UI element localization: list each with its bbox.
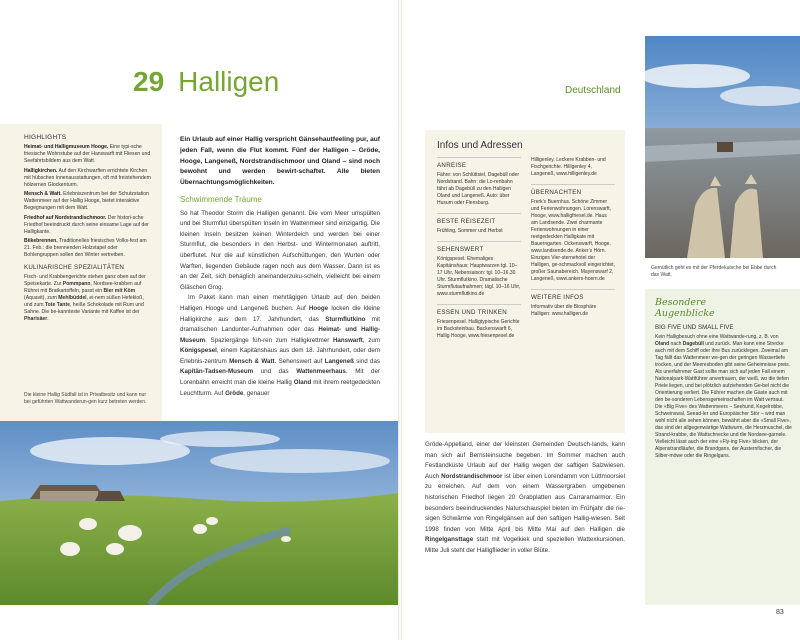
highlight-item xyxy=(24,168,152,189)
info-text: Frühling, Sommer und Herbst xyxy=(437,228,503,234)
highlights-box xyxy=(0,124,162,424)
special-moments-title xyxy=(655,297,792,319)
highlight-title: Friedhof auf Nordstrandischmoor. xyxy=(24,214,107,221)
info-text: Friesenpesel. Halligtypische Gerichte im Backsteinbau. Backenswarft 6, Hallig Hooge, www.friesenpesel.de xyxy=(437,319,520,339)
country-label: Deutschland xyxy=(565,85,621,96)
highlight-text: Eine typi-sche friesische Wohnstube auf der Hanswarft mit Fliesen und Seefahrtsbildern aus dem Watt. xyxy=(24,144,151,164)
highlight-item xyxy=(24,238,152,259)
chapter-heading xyxy=(133,66,279,98)
highlight-title: Mensch & Watt. xyxy=(24,191,62,197)
page-number: 83 xyxy=(776,609,784,616)
info-heading: ESSEN UND TRINKEN xyxy=(437,304,521,316)
highlight-item xyxy=(24,215,152,236)
info-column xyxy=(531,157,615,340)
info-heading: ÜBERNACHTEN xyxy=(531,184,615,196)
info-box xyxy=(425,130,625,433)
chapter-title: Halligen xyxy=(178,66,280,97)
specialties-heading: KULINARISCHE SPEZIALITÄTEN xyxy=(24,264,125,271)
highlight-item xyxy=(24,191,152,212)
photo-caption-left: Die kleine Hallig Südfall ist in Privatbesitz und kann nur bei geführten Wattwanderun-gen kurz betreten werden. xyxy=(24,392,147,405)
highlight-title: Biikebrennen. xyxy=(24,238,58,244)
body-paragraph: Im Paket kann man einen mehrtägigen Urlaub auf den beiden Halligen Hooge und Langeneß buchen. Auf Hooge locken die kleine Halligkirche aus dem 17. Jahrhundert, das Sturmflutkino mit dramatischen Landunter-Aufnahmen oder das Heimat- und Hallig-Museum. Spaziergänge füh-ren zum Halligkrettmer Hanswarft, zum Königspesel, einem Kapitänshaus aus dem 18. Jahrhundert, oder dem Erlebnis-zentrum Mensch & Watt. Sehenswert auf Langeneß sind das Kapitän-Tadsen-Museum und das Wattenmeerhaus. Mit der Lorenbahn erreicht man die kleine Hallig Oland mit ihrem reetgedeckten Leuchtturm. Auf Gröde, genauer xyxy=(180,294,380,397)
section-subheading: Schwimmende Träume xyxy=(180,194,262,204)
highlight-text: Der histori-sche Friedhof beeindruckt durch seine einsame Lage auf der Halligkante. xyxy=(24,214,149,235)
highlight-title: Halligkirchen. xyxy=(24,167,58,174)
main-text-left xyxy=(180,135,380,399)
info-text: Frerk’s Buernhus. Schöne Zimmer und Ferienwohnungen. Lorenswarft, Hooge, www.halligfriesel.de. Haus am Landsende. Zwei charmante Ferienwohnungen in einer reetgedeckten Halligkate mit Bauerngarten. Ockenswarft, Hooge, www.landsende.de. Anker’s Hörn. Einziges Vier-sternehotel der Halligen, ge-schmackvoll eingerichtet, großer Saunabereich. Mayenswarf 2, Langeneß, www.ankers-hoern.de xyxy=(531,199,615,282)
info-text: Königspesel. Ehemaliges Kapitänshaus; Hauptwarzen tgl. 10–17 Uhr, Nebensaison: tgl. 10–16.30 Uhr. Sturmflutkino. Dramatische Sturmflutaufnahmen; tägl. 10–16 Uhr, www.sturmflutkino.de xyxy=(437,256,521,297)
highlight-text: Auf den Kirchwarften errichtete Kirchen mit hübschen Innenausstattungen, oft mit freistehendem hölzernen Glockenturm. xyxy=(24,167,151,188)
info-text: Fähre: von Schlüttsiel, Dagebüll oder Nordstrand. Bahn: die Lo-renbahn fährt ab Dagebüll zu den Halligen Oland und Langeneß. Auto: über Husum oder Flensburg. xyxy=(437,172,519,206)
special-moments-box xyxy=(645,289,800,605)
info-text: Hilligenley. Leckere Krabben- und Fischgerichte. Hilligenley 4, Langeneß, www.hilligenley.de xyxy=(531,157,606,177)
hallig-sheep-photo xyxy=(0,421,398,605)
info-heading: ANREISE xyxy=(437,157,521,169)
highlight-item xyxy=(24,144,152,165)
horse-carriage-photo xyxy=(645,36,800,258)
highlights-heading: HIGHLIGHTS xyxy=(24,134,67,141)
photo-caption-right: Gemütlich geht es mit der Pferdekutsche bei Ebbe durch das Watt. xyxy=(651,265,777,278)
highlight-title: Heimat- und Halligmuseum Hooge. xyxy=(24,144,109,150)
book-gutter xyxy=(398,0,402,640)
special-moments-title-line: Augenblicke xyxy=(655,308,715,319)
chapter-number: 29 xyxy=(133,66,165,97)
info-heading: WEITERE INFOS xyxy=(531,289,615,301)
info-title: Infos und Adressen xyxy=(437,140,523,151)
specialties-text: Fisch- und Krabbengerichte stehen ganz oben auf der Speisekarte. Zur Pommpann, Nordsee-krabben auf Rührei mit Bratkartoffeln, passt ein Bier mit Köm (Aquavit), zum Mehlbüddel, ei-nem süßen Hefekloß, und zum Tote Tante, heiße Schokolade mit Rum und Sahne. Die be-kannteste Variante mit Kaffee ist der Pharisäer. xyxy=(24,274,146,322)
special-moments-title-line: Besondere xyxy=(655,297,707,308)
special-moments-text: Kein Halligbesuch ohne eine Wattwande-rung, z. B. von Oland nach Dagebüll und zurück. Man kann eine Strecke auch mit dem Schiff oder ihre Bus zurücklegen. Zweimal am Tag fällt das Wattenmeer we-gen der geringen Wassertiefe trocken, und der Meeresboden gibt seine Geheimnisse preis. Als unerfahrener Gast sollte man sich auf jeden Fall einem Nationalpark-Wattführer anvertrauen, der weiß, wo die tiefen Priele liegen, und bei plötzlich aufziehenden Ge-bel nicht die Orientierung verliert. Die Führer machen die Gäste auch mit den be-sonderen Lebensgemeinschaften im Watt vertraut. Die «Big Five» des Wattenmeers – Seehund, Kegelrobbe, Schweinswal, Seead-ler und Europäischer Stör – wird man wohl nicht alle sehen können, bewährt aber die «Small Five», das sind der allgegenwärtige Wattwurm, die Herzmuschel, die Strand-krabbe, die Wattschnecke und die Nordsee-garnele. Vielleicht lässt auch der eine «Fly-ing Five» blicken, der Alpenstrandläufer, die Brandgans, der Austernfischer, die Silber-möwe oder die Ringelgans. xyxy=(655,334,792,459)
highlight-text: Traditionelles friesisches Volks-fest am 21. Feb.: die brennenden Holzstapel oder Bohlengruppen sollen den Winter vertreiben. xyxy=(24,238,147,258)
info-heading: SEHENSWERT xyxy=(437,241,521,253)
main-text-right: Gröde-Appelland, einer der kleinsten Gemeinden Deutsch-lands, kann man sich auf Bernsteinsuche begeben. Im Sommer machen auch Festlandküste Urlaub auf der Hallig wegen der saftigen Salzwiesen. Auch Nordstrandischmoor ist über einen Lorendamm von Lüttmoorsiel zu erreichen. Auf dem von einem Wassergraben umgebenen historischen Friedhof liegen 20 Grabplatten aus Carraramarmor. Ein besonders beeindruckendes Naturschauspiel bieten im Frühjahr die rie-sigen Schwärme von Ringelgänsen auf den saftigen Hallig-wiesen. Seit 1998 finden von Mitte April bis Mitte Mai auf den Halligen die Ringelgansttage statt mit Vogelkiek und speziellen Wattexkursionen. Mitte Juli steht der Halligflieder in voller Blüte. xyxy=(425,441,625,554)
lead-paragraph: Ein Urlaub auf einer Hallig verspricht Gänsehautfeeling pur, auf jeden Fall, wenn die Flut kommt. Fünf der Halligen – Gröde, Hooge, Langeneß, Nordstrandischmoor und Oland – sind noch bewohnt und werden bewirt-schaftet. Alle bieten Übernachtungsmöglichkeiten. xyxy=(180,136,380,187)
info-heading: BESTE REISEZEIT xyxy=(437,213,521,225)
body-paragraph: So hat Theodor Storm die Halligen genannt. Die vom Meer umspülten und bei Sturmflut überspülten Inseln im Wattenmeer sind einzigartig. Die kleinen Inseln besitzen keinen Winterdeich und werden bei einer Sturmflut, die besonders in den Herbst- und Wintermonaten auftritt, überflutet. Nur die auf künstlichen Aufschüttungen, den Wurten oder Warften, liegenden Gebäude ragen noch aus dem Wasser. Dann ist es an der Zeit, sich behaglich aneinanderzuku-scheln, vielleicht bei einem Gläschen Grog. xyxy=(180,209,380,291)
info-column xyxy=(437,157,521,340)
special-moments-subheading: BIG FIVE UND SMALL FIVE xyxy=(655,324,734,331)
info-text: Informativ über die Biosphäre Halligen: www.halligen.de xyxy=(531,304,597,317)
highlight-text: Erlebniszentrum bei der Schutzstation Wattenmeer auf der Hallig Hooge, bietet interaktive Begegnungen mit dem Watt. xyxy=(24,191,149,211)
